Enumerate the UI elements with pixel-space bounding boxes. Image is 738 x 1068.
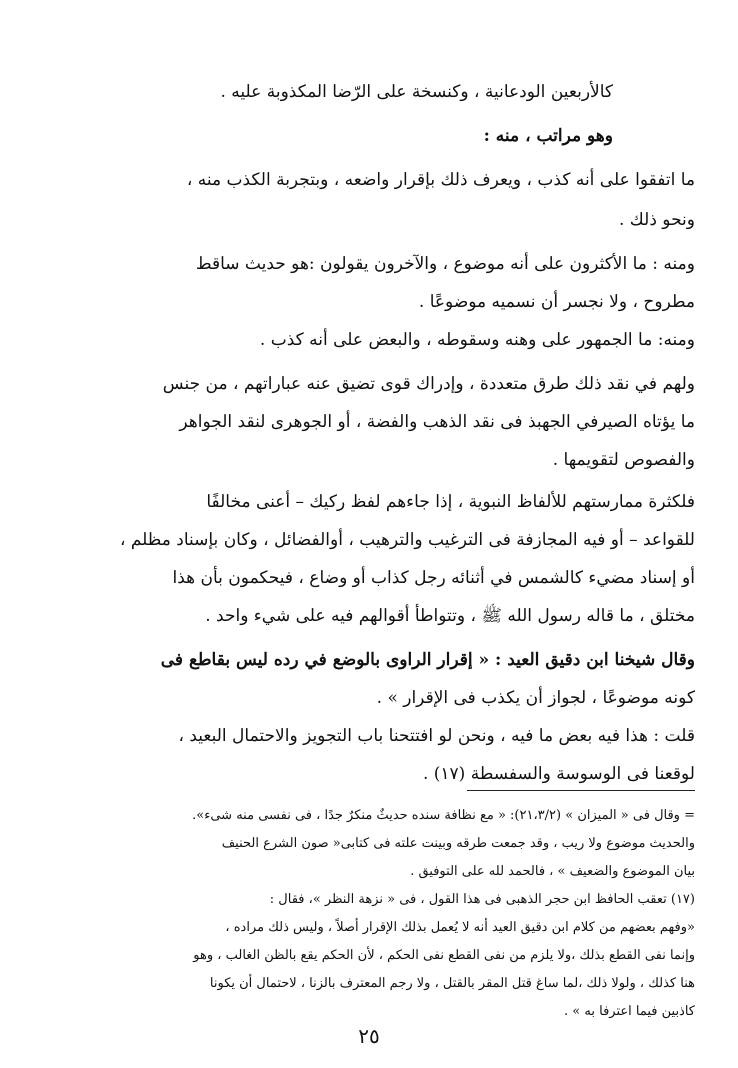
footnote-line: هنا كذلك ، ولولا ذلك ،لما ساغ قتل المقر بالقتل ، ولا رجم المعترف بالزنا ، لاحتمال أن يكونا xyxy=(209,976,695,991)
footnote-line: بيان الموضوع والضعيف » ، فالحمد لله على التوفيق . xyxy=(410,864,695,879)
text-line: ومنه : ما الأكثرون على أنه موضوع ، والآخرون يقولون :هو حديث ساقط xyxy=(195,254,695,274)
page-number: ٢٥ xyxy=(358,1024,380,1048)
text-line: أو إسناد مضيء كالشمس في أثنائه رجل كذاب أو وضاع ، فيحكمون بأن هذا xyxy=(172,568,695,588)
text-line: ما اتفقوا على أنه كذب ، ويعرف ذلك بإقرار واضعه ، وبتجربة الكذب منه ، xyxy=(186,170,695,190)
quote-line: وقال شيخنا ابن دقيق العيد : « إقرار الراوى بالوضع في رده ليس بقاطع فى xyxy=(160,650,695,670)
footnote-line: كاذبين فيما اعترفا به » . xyxy=(564,1004,695,1019)
text-line: كونه موضوعًا ، لجواز أن يكذب فى الإقرار » . xyxy=(376,688,695,708)
text-line: ولهم في نقد ذلك طرق متعددة ، وإدراك قوى تضيق عنه عباراتهم ، من جنس xyxy=(162,374,695,394)
text-line: مختلق ، ما قاله رسول الله ﷺ ، وتتواطأ أقوالهم فيه على شيء واحد . xyxy=(205,606,695,626)
text-line: كالأربعين الودعانية ، وكنسخة على الرّضا المكذوبة عليه . xyxy=(220,82,613,102)
text-line: ومنه: ما الجمهور على وهنه وسقوطه ، والبعض على أنه كذب . xyxy=(259,330,695,350)
footnote-line: والحديث موضوع ولا ريب ، وقد جمعت طرقه وبينت علته فى كتابى« صون الشرع الحنيف xyxy=(221,836,695,851)
footnote-line: = وقال فى « الميزان » (٢١،٣/٢): « مع نظافة سنده حديثٌ منكرٌ جدًا ، فى نفسى منه شىء». xyxy=(192,808,695,823)
footnote-line: وإنما نفى القطع بذلك ،ولا يلزم من نفى القطع نفى الحكم ، لأن الحكم يقع بالظن الغالب ، وهو xyxy=(193,948,695,963)
footnote-line: (١٧) تعقب الحافظ ابن حجر الذهبى فى هذا القول ، فى « نزهة النظر »، فقال : xyxy=(269,892,695,907)
section-heading: وهو مراتب ، منه : xyxy=(483,126,613,146)
text-line: ونحو ذلك . xyxy=(619,210,695,230)
text-line: فلكثرة ممارستهم للألفاظ النبوية ، إذا جاءهم لفظ ركيك – أعنى مخالفًا xyxy=(206,492,695,512)
footnote-line: «وفهم بعضهم من كلام ابن دقيق العيد أنه لا يُعمل بذلك الإقرار أصلاً ، وليس ذلك مراده ، xyxy=(225,920,695,935)
text-line: ما يؤتاه الصيرفي الجهبذ فى نقد الذهب والفضة ، أو الجوهرى لنقد الجواهر xyxy=(179,412,695,432)
text-line: مطروح ، ولا نجسر أن نسميه موضوعًا . xyxy=(418,292,695,312)
text-line: للقواعد – أو فيه المجازفة فى الترغيب والترهيب ، أوالفضائل ، وكان بإسناد مظلم ، xyxy=(119,530,695,550)
text-line: والفصوص لتقويمها . xyxy=(552,450,695,470)
footnote-divider xyxy=(467,790,695,791)
text-line: لوقعنا فى الوسوسة والسفسطة (١٧) . xyxy=(422,764,695,784)
text-line: قلت : هذا فيه بعض ما فيه ، ونحن لو افتتحنا باب التجويز والاحتمال البعيد ، xyxy=(178,726,695,746)
